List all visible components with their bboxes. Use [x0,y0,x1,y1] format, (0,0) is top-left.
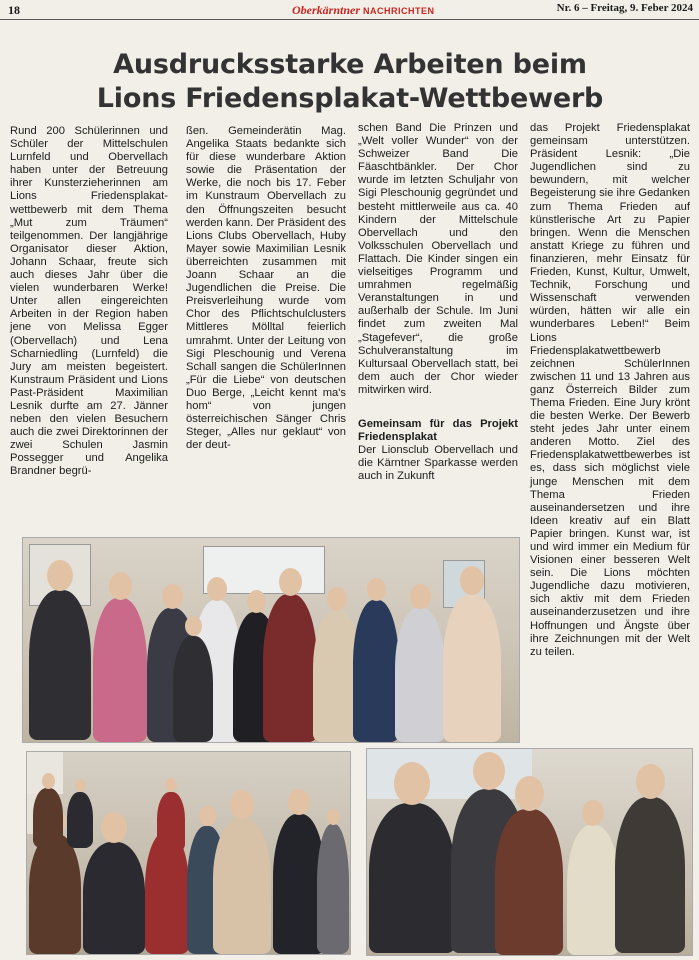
photo-person-head [460,566,484,595]
photo-person-head [327,587,347,611]
article-title [40,48,660,116]
photo-person [443,594,501,742]
photo-person-head [109,572,132,600]
photo-person-head [327,809,340,825]
group-photo-main [22,537,520,743]
photo-person [567,825,619,955]
photo-person-head [75,779,86,792]
photo-person [29,590,91,740]
photo-person-head [288,789,310,815]
photo-person-head [410,584,431,609]
photo-person-head [582,800,604,826]
text-column-1 [10,125,168,479]
publication-sub: NACHRICHTEN [363,6,435,16]
photo-person-head [47,560,73,591]
group-photo-winners [366,748,693,956]
column-1-text: Rund 200 Schülerinnen und Schüler der Mittelschulen Lurnfeld und Obervellach haben unter der Betreuung ihrer Kunsterzieherinnen am Lions Friedensplakat-wettbewerb mit dem Thema „Mut zum Träumen“ teilgenommen. Der langjährige Organisator dieser Aktion, Johann Schaar, freute sich auch dieses Jahr über die vielen wunderbaren Werke! Unter allen eingereichten Arbeiten in der Region haben jene von Melissa Egger (Obervellach) und Lena Scharniedling (Lurnfeld) die Jury am meisten begeistert. Kunstraum Präsident und Lions Past-Präsident Maximilian Lesnik durfte am 27. Jänner neben den vielen Besuchern auch die zwei Direktorinnen der zwei Schulen Jasmin Possegger und Angelika Brandner begrü- [10,125,168,478]
photo-person [29,834,81,954]
photo-person [67,792,93,848]
column-3-text: schen Band Die Prinzen und „Welt voller Wunder“ von der Schweizer Band Die Fäaschtbänkler. Der Chor wurde im letzten Schuljahr von Sigi Pleschounig gegründet und besteht mittlerweile aus ca. 40 Kindern der Mittelschule Obervellach und den Volksschulen Obervellach und Flattach. Die Kinder singen ein vielseitiges Programm und umrahmen regelmäßig Veranstaltungen in und außerhalb der Schule. Im Juni findet zum zweiten Mal „Stagefever“, die große Schulveranstaltung im Kultursaal Obervellach statt, bei dem auch der Chor wieder mitwirken wird. [358,122,518,396]
photo-person [157,792,185,852]
group-photo-audience [26,751,351,955]
photo-person-head [636,764,665,799]
photo-person-head [207,577,227,601]
photo-person-head [185,616,202,636]
photo-window [367,749,532,799]
column-4-text: das Projekt Friedensplakat gemeinsam unterstützen. Präsident Lesnik: „Die Jugendlichen sind zu bewundern, mit welcher Begeisterung sie ihre Gedanken zum Thema Frieden auf künstlerische Art zu Papier bringen. Wenn die Menschen anstatt Kriege zu führen und finanzieren, mehr Einsatz für Frieden, Kunst, Kultur, Umwelt, Technik, Forschung und Wissenschaft verwenden würden, hätten wir alle ein wunderbares Leben!“ Beim Lions Friedensplakatwettbewerb zeichnen SchülerInnen zwischen 11 und 13 Jahren aus ganz Österreich Bilder zum Thema Frieden. Eine Jury krönt die besten Werke. Der Bewerb steht jedes Jahr unter einem anderen Motto. Ziel des Friedensplakatwettbewerbes ist es, dass sich möglichst viele junge Menschen mit dem Thema Frieden auseinandersetzen und ihre Ideen kreativ auf ein Blatt Papier bringen. Kunst war, ist und wird immer ein Medium für Visionen einer besseren Welt sein. Die Lions möchten Jugendliche dazu motivieren, sich aktiv mit dem Frieden auseinanderzusetzen und ihre Hoffnungen und Ängste über ihre Zeichnungen mit der Welt zu teilen. [530,122,690,658]
page-header [0,0,699,22]
photo-person [495,809,563,955]
photo-person-head [247,590,266,613]
photo-person [93,598,147,742]
photo-person [83,842,145,954]
photo-person [395,608,445,742]
photo-person-head [394,762,430,805]
photo-person-head [515,776,544,811]
photo-person [213,818,271,954]
header-rule [0,19,699,20]
page-number: 18 [8,3,20,17]
photo-person-head [162,584,183,609]
photo-person-head [473,752,505,790]
photo-person-head [199,806,216,826]
column-3-text-b: Der Lionsclub Obervellach und die Kärntner Sparkasse werden auch in Zukunft [358,444,518,483]
photo-person-head [367,578,386,601]
publication-name: Oberkärntner [292,3,361,17]
photo-person [317,824,349,954]
text-column-3 [358,122,518,483]
article-title-line-1: Ausdrucksstarke Arbeiten beim [113,49,587,80]
publication-logo [292,3,435,18]
photo-person [33,788,63,848]
article-title-line-2: Lions Friedensplakat-Wettbewerb [96,83,604,114]
photo-person [263,594,317,742]
text-column-2 [186,125,346,452]
photo-person-head [230,790,254,819]
photo-person [353,600,399,742]
column-2-text: ßen. Gemeinderätin Mag. Angelika Staats bedankte sich für diese wunderbare Aktion sowie die Präsentation der Werke, die noch bis 17. Feber im Kunstraum Obervellach zu den Öffnungszeiten besucht werden kann. Der Präsident des Lions Clubs Obervellach, Huby Mayer sowie Maximilian Lesnik überreichten zusammen mit Joann Schaar an die Jugendlichen die Preise. Die Preisverleihung wurde vom Chor des Pflichtschulclusters Mittleres Mölltal feierlich umrahmt. Unter der Leitung von Sigi Pleschounig und Verena Schall sangen die SchülerInnen „Für die Liebe“ von deutschen Duo Berge, „Leicht kennt ma's hom“ von jungen österreichischen Sänger Chris Steger, „Alles nur geklaut“ von der deut- [186,125,346,452]
photo-person [173,636,213,742]
photo-person-head [165,778,177,792]
subheading: Gemeinsam für das Projekt Friedensplakat [358,417,518,444]
photo-person-head [101,812,127,843]
photo-person-head [42,773,55,789]
photo-person-head [279,568,302,596]
text-column-4 [530,122,690,659]
photo-person [615,797,685,953]
issue-date: Nr. 6 – Freitag, 9. Feber 2024 [556,2,693,14]
photo-person [369,803,455,953]
